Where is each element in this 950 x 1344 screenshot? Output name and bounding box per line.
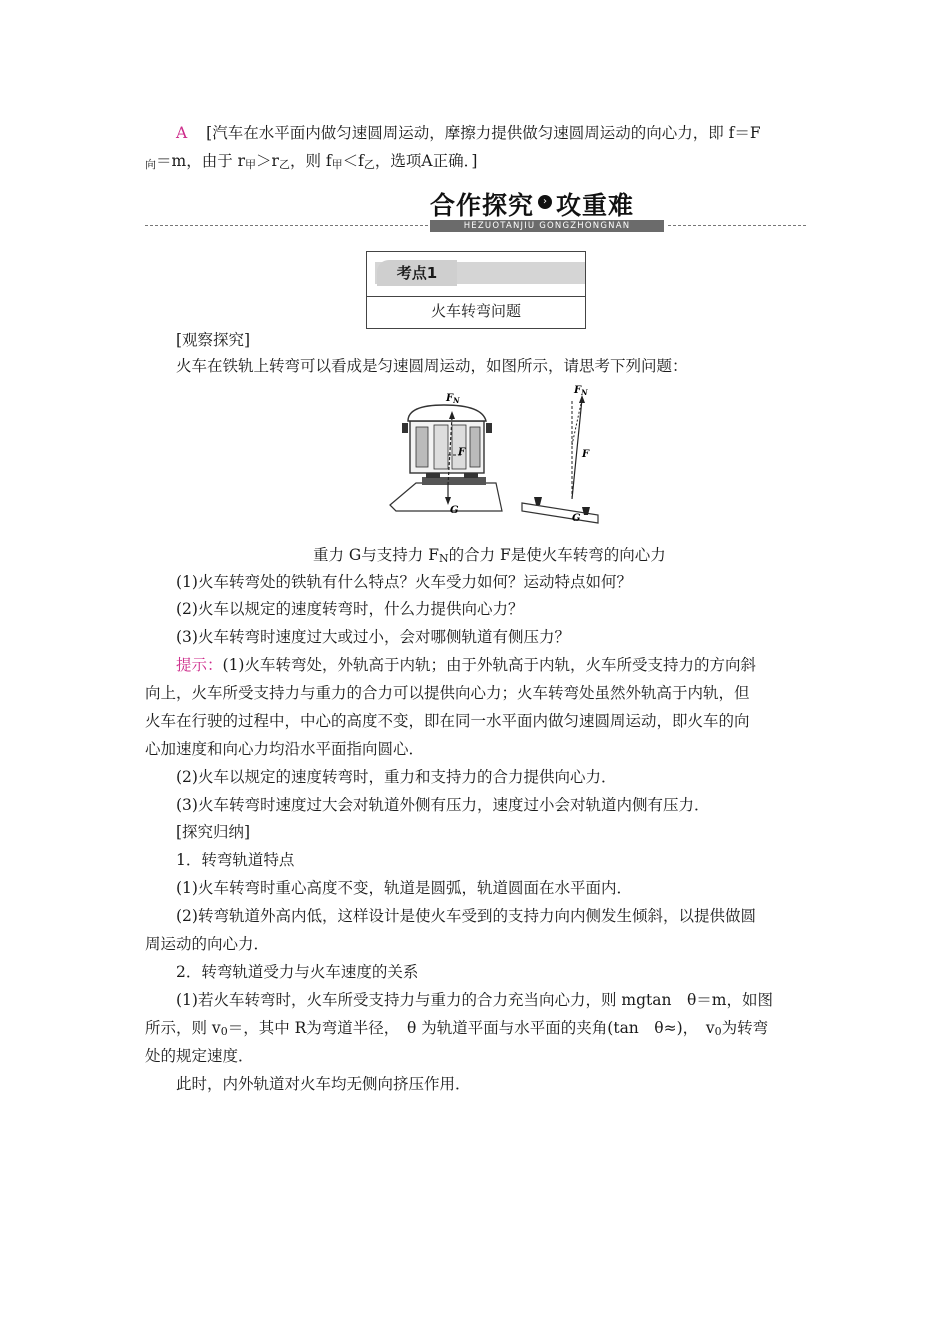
summary-2-1b bbox=[145, 1017, 768, 1043]
subscript-jia-2: 甲 bbox=[331, 158, 343, 171]
answer-line-1 bbox=[176, 122, 761, 144]
figure-caption bbox=[313, 544, 666, 570]
label-f-left: F bbox=[458, 447, 466, 458]
summary-1-2b: 周运动的向心力． bbox=[145, 935, 270, 953]
subscript-0: 0 bbox=[220, 1025, 228, 1038]
hint-line-3: 火车在行驶的过程中，中心的高度不变，即在同一水平面内做匀速圆周运动，即火车的向 bbox=[145, 712, 750, 730]
summary-2-1b-text-c: 为转弯 bbox=[721, 1019, 769, 1037]
kaodian-label: 考点1 bbox=[377, 260, 457, 286]
caption-text-b: 的合力 F是使火车转弯的向心力 bbox=[448, 546, 666, 564]
question-1: (1)火车转弯处的铁轨有什么特点？火车受力如何？运动特点如何？ bbox=[176, 573, 632, 591]
summary-1-1: (1)火车转弯时重心高度不变，轨道是圆弧，轨道圆面在水平面内． bbox=[176, 879, 632, 897]
answer-letter: A bbox=[176, 124, 188, 142]
label-g-right: G bbox=[572, 513, 581, 524]
summary-2-1b-text-a: 所示，则 v bbox=[145, 1019, 221, 1037]
hint-3: (3)火车转弯时速度过大会对轨道外侧有压力，速度过小会对轨道内侧有压力． bbox=[176, 796, 710, 814]
subscript-xiang: 向 bbox=[145, 158, 156, 171]
hint-text-1a: (1)火车转弯处，外轨高于内轨；由于外轨高于内轨，火车所受支持力的方向斜 bbox=[222, 656, 756, 674]
label-g-left: G bbox=[450, 505, 459, 516]
caption-text-a: 重力 G与支持力 F bbox=[313, 546, 439, 564]
hint-line-2: 向上，火车所受支持力与重力的合力可以提供向心力；火车转弯处虽然外轨高于内轨，但 bbox=[145, 684, 750, 702]
label-fn-right: $F_N$ bbox=[574, 385, 588, 397]
hint-line-1 bbox=[176, 654, 756, 676]
banner-title-right: 攻重难 bbox=[556, 191, 635, 220]
hint-label: 提示： bbox=[176, 656, 223, 674]
intro-text: 火车在铁轨上转弯可以看成是匀速圆周运动，如图所示，请思考下列问题： bbox=[176, 357, 688, 375]
subscript-yi: 乙 bbox=[278, 158, 290, 171]
label-fn-left: $F_N$ bbox=[446, 393, 460, 405]
observe-heading: [观察探究] bbox=[176, 331, 251, 349]
subscript-0-b: 0 bbox=[714, 1025, 722, 1038]
banner-title-left: 合作探究 bbox=[430, 191, 535, 220]
question-2: (2)火车以规定的速度转弯时，什么力提供向心力？ bbox=[176, 600, 524, 618]
answer-text-2a: ＝m，由于 r bbox=[156, 152, 246, 170]
fn-arrow-right bbox=[572, 399, 582, 499]
question-3: (3)火车转弯时速度过大或过小，会对哪侧轨道有侧压力？ bbox=[176, 628, 570, 646]
answer-text-1: [汽车在水平面内做匀速圆周运动，摩擦力提供做匀速圆周运动的向心力，即 f＝F bbox=[206, 124, 761, 142]
chevron-right-icon: › bbox=[538, 195, 552, 209]
answer-line-2 bbox=[145, 150, 477, 176]
kaodian-box bbox=[366, 251, 586, 329]
subscript-jia: 甲 bbox=[245, 158, 257, 171]
answer-text-2e: ，选项A正确．] bbox=[374, 152, 478, 170]
summary-1-2a: (2)转弯轨道外高内低，这样设计是使火车受到的支持力向内侧发生倾斜，以提供做圆 bbox=[176, 907, 756, 925]
answer-text-2b: ＞r bbox=[256, 152, 279, 170]
banner-dash-left bbox=[145, 225, 428, 226]
banner-subtitle: HEZUOTANJIU GONGZHONGNAN bbox=[430, 220, 664, 232]
hint-2: (2)火车以规定的速度转弯时，重力和支持力的合力提供向心力． bbox=[176, 768, 617, 786]
summary-2-1a: (1)若火车转弯时，火车所受支持力与重力的合力充当向心力，则 mgtan θ＝m，如图 bbox=[176, 991, 773, 1009]
hint-line-4: 心加速度和向心力均沿水平面指向圆心． bbox=[145, 740, 425, 758]
train-body bbox=[402, 405, 492, 485]
answer-text-2d: ＜f bbox=[342, 152, 364, 170]
kaodian-header bbox=[367, 252, 585, 296]
summary-2-2: 此时，内外轨道对火车均无侧向挤压作用． bbox=[176, 1075, 471, 1093]
summary-point-2: 2．转弯轨道受力与火车速度的关系 bbox=[176, 963, 419, 981]
banner-dash-right bbox=[668, 225, 806, 226]
summary-heading: [探究归纳] bbox=[176, 823, 251, 841]
train-force-figure bbox=[386, 385, 616, 535]
label-f-right: F bbox=[582, 449, 590, 460]
summary-2-1c: 处的规定速度． bbox=[145, 1047, 254, 1065]
rail-diagram bbox=[522, 497, 598, 523]
summary-2-1b-text-b: ＝，其中 R为弯道半径， θ 为轨道平面与水平面的夹角(tan θ≈)， v bbox=[227, 1019, 715, 1037]
answer-text-2c: ，则 f bbox=[289, 152, 332, 170]
kaodian-divider bbox=[367, 296, 585, 297]
summary-point-1: 1．转弯轨道特点 bbox=[176, 851, 295, 869]
subscript-yi-2: 乙 bbox=[363, 158, 375, 171]
caption-sub: N bbox=[439, 552, 449, 565]
kaodian-title: 火车转弯问题 bbox=[430, 302, 521, 320]
